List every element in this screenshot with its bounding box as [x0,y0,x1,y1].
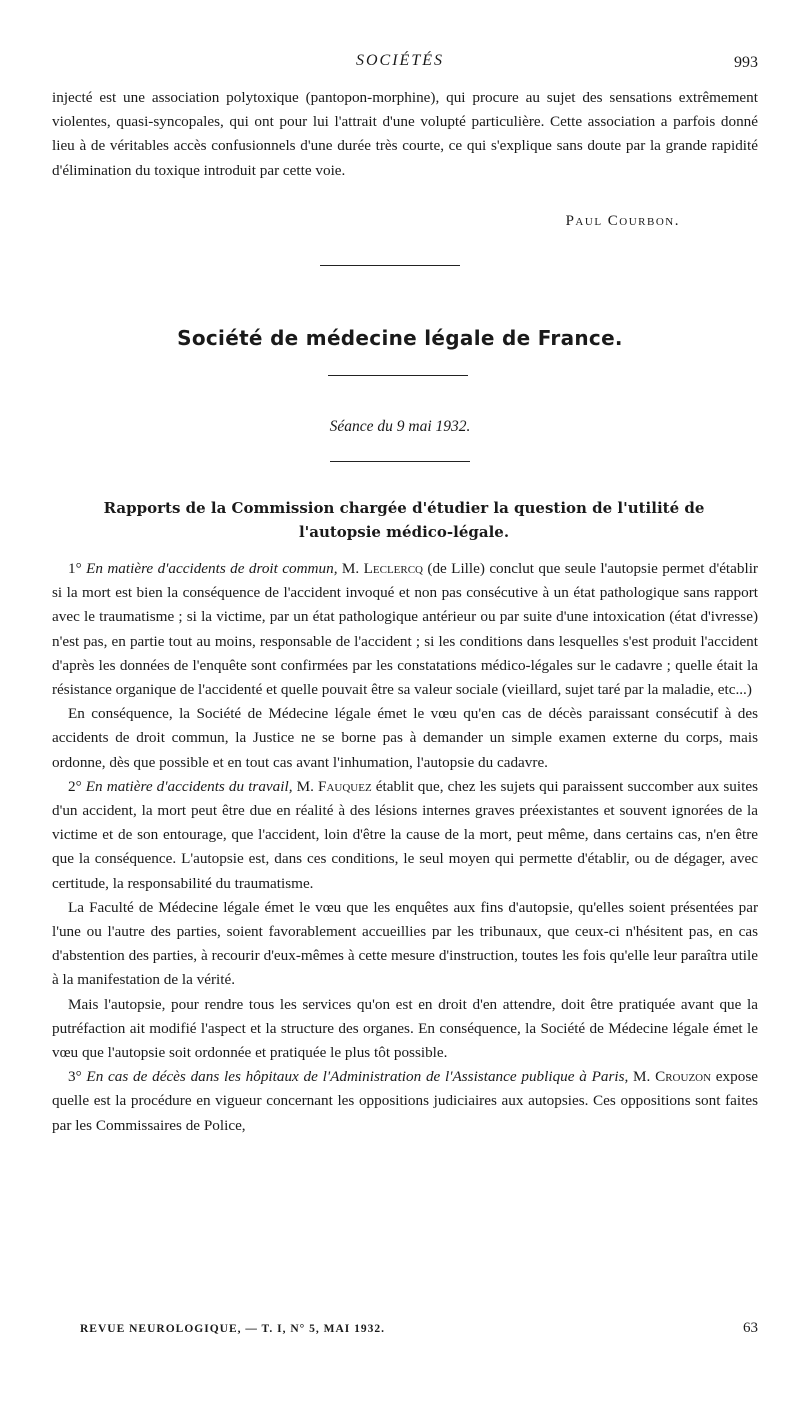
section-topic: En cas de décès dans les hôpitaux de l'Administration de l'Assistance publique à Paris, [86,1068,629,1086]
section-text: établit que, chez les sujets qui paraissent succomber aux suites d'un accident, la mort peut être due en réalité à des lésions internes graves préexistantes et souvent ignorées de la victime et de son entourage, que l'accident, loin d'être la cause de la mort, peut même, dans certains cas, n'en être que la conséquence. L'autopsie est, dans ces conditions, le seul moyen qui permette d'établir, ou de dégager, avec certitude, la responsabilité du traumatisme. [52,777,758,892]
section-author: Crouzon [655,1068,712,1086]
page-number: 993 [734,54,758,71]
section-author: Leclercq [363,560,423,577]
section-number: 1° [68,560,87,577]
section-text: (de Lille) conclut que seule l'autopsie permet d'établir si la mort est bien la conséquence de l'accident invoqué et non pas consécutive à un état pathologique sans rapport avec le traumatisme ; si la victime, par un état pathologique antérieur ou par suite d'une intoxication (état d'ivresse) n'est pas, en partie tout au moins, responsable de l'accident ; si les conditions dans lesquelles s'est produit l'accident d'après les données de l'enquête sont confirmées par les constatations médico-légales sur le cadavre ; quelle était la résistance organique de l'accidenté et quelle pouvait être sa valeur sociale (vieillard, sujet taré par la maladie, etc...) [52,560,758,699]
section-text: Mais l'autopsie, pour rendre tous les services qu'on est en droit d'en attendre, doit être pratiquée avant que la putréfaction ait modifié l'aspect et la structure des organes. En conséquence, la Société de Médecine légale émet le vœu que l'autopsie soit ordonnée et pratiquée le plus tôt possible. [52,995,758,1062]
section-text: expose quelle est la procédure en vigueur concernant les oppositions judiciaires aux autopsies. Ces oppositions sont faites par les Commissaires de Police, [52,1068,758,1134]
section-number: 2° [68,777,86,795]
page-footer [80,1320,758,1344]
section-paragraph [52,1065,758,1138]
section-paragraph [52,775,758,896]
society-heading: Société de médecine légale de France. [177,326,623,350]
printer-signature: 63 [743,1320,758,1336]
section-author: Fauquez [318,777,372,795]
author-prefix: M. [337,560,364,577]
section-paragraph [52,993,758,1066]
author-prefix: M. [628,1068,656,1086]
running-head [0,50,800,74]
author-signature: Paul Courbon. [565,213,680,229]
carryover-text: injecté est une association polytoxique (pantopon-morphine), qui procure au sujet des sensations extrêmement violentes, quasi-syncopales, qui ont pour lui l'attrait d'une volupté particulière. Cette association a parfois donné lieu à de véritables accès confusionnels d'une durée très courte, ce qui s'explique sans doute par la grande rapidité d'élimination du toxique introduit par cette voie. [52,89,758,179]
separator-rule [320,265,460,266]
carryover-paragraph [52,86,758,183]
report-body [52,557,758,1138]
separator-rule [328,375,468,376]
section-text: La Faculté de Médecine légale émet le vœu que les enquêtes aux fins d'autopsie, qu'elles soient présentées par l'une ou l'autre des parties, soient favorablement accueillies par les tribunaux, que ceux-ci n'hésitent pas, en cas d'abstention des parties, à recourir d'eux-mêmes à cette mesure d'instruction, toutes les fois qu'elle leur paraîtra utile à la manifestation de la vérité. [52,898,758,989]
section-paragraph [52,557,758,702]
section-topic: En matière d'accidents du travail, [85,777,293,795]
report-heading: Rapports de la Commission chargée d'étudier la question de l'utilité de l'autopsie médico-légale. [103,499,705,541]
running-title: SOCIÉTÉS [356,52,444,69]
section-topic: En matière d'accidents de droit commun, [86,560,338,577]
separator-rule [330,461,470,462]
session-date: Séance du 9 mai 1932. [329,418,471,435]
author-prefix: M. [292,777,318,795]
journal-citation: REVUE NEUROLOGIQUE, — T. I, N° 5, MAI 1932. [80,1323,385,1335]
section-text: En conséquence, la Société de Médecine légale émet le vœu qu'en cas de décès paraissant consécutif à des accidents de droit commun, la Justice ne se borne pas à demander un simple examen externe du corps, mais ordonne, dès que possible et en tout cas avant l'inhumation, l'autopsie du cadavre. [52,705,758,771]
section-paragraph [52,896,758,993]
section-number: 3° [68,1068,87,1086]
section-paragraph [52,702,758,775]
